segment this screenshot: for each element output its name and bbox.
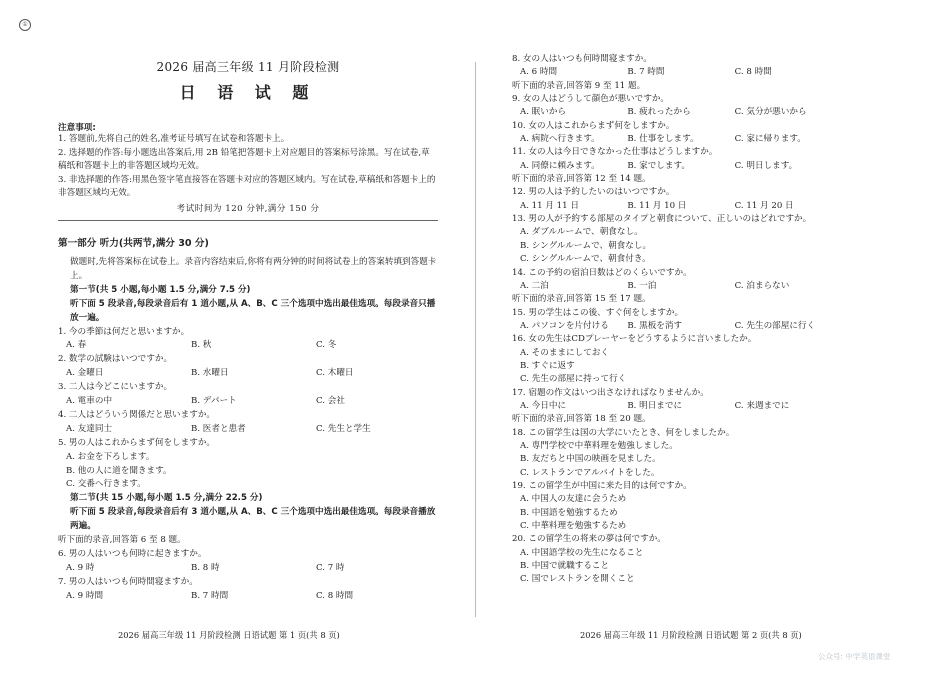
option-c: C. 国でレストランを開くこと <box>520 574 635 585</box>
question-stem: 9. 女の人はどうして顔色が悪いですか。 <box>512 94 670 105</box>
section1-instructions: 听下面 5 段录音,每段录音后有 1 道小题,从 A、B、C 三个选项中选出最佳选项。每段录音只播放一遍。 <box>70 298 436 323</box>
option-a: A. そのままにしておく <box>520 347 610 358</box>
option-a: A. 病院へ行きます。 <box>520 134 600 145</box>
question-19 <box>512 480 842 533</box>
listening-group-label: 听下面的录音,回答第 6 至 8 题。 <box>58 535 186 546</box>
option-a: A. 中国語学校の先生になること <box>520 547 644 558</box>
question-stem: 10. 女の人はこれからまず何をしますか。 <box>512 120 675 131</box>
option-c: C. 木曜日 <box>316 368 354 379</box>
option-c: C. 先生の部屋に持って行く <box>520 374 627 385</box>
option-c: C. 泊まらない <box>734 280 790 291</box>
question-stem: 15. 男の学生はこの後、すぐ何をしますか。 <box>512 307 684 318</box>
question-stem: 2. 数学の試験はいつですか。 <box>58 354 173 365</box>
question-stem: 7. 男の人はいつも何時間寝ますか。 <box>58 576 198 587</box>
question-7 <box>58 576 438 604</box>
question-5 <box>58 437 438 493</box>
listening-group-label: 听下面的录音,回答第 12 至 14 题。 <box>512 174 651 185</box>
option-b: B. すぐに返す <box>520 360 575 371</box>
part1-heading: 第一部分 听力(共两节,满分 30 分) <box>58 237 209 249</box>
option-a: A. 電車の中 <box>66 396 113 407</box>
section1-heading: 第一节(共 5 小题,每小题 1.5 分,满分 7.5 分) <box>70 284 251 295</box>
question-6 <box>58 548 438 576</box>
option-b: B. 医者と患者 <box>191 423 246 434</box>
option-b: B. 中国で就職すること <box>520 561 610 572</box>
option-a: A. 中国人の友達に会うため <box>520 494 627 505</box>
option-a: A. 金曜日 <box>66 368 104 379</box>
question-17 <box>512 387 842 414</box>
section-divider <box>58 220 438 221</box>
option-a: A. 9 時間 <box>66 590 104 601</box>
notice-item: 3. 非选择题的作答:用黑色签字笔直接答在答题卡对应的答题区域内。写在试卷,草稿纸和答题卡上的非答题区域均无效。 <box>58 174 436 199</box>
option-c: C. 家に帰ります。 <box>734 134 806 145</box>
option-c: C. 先生と学生 <box>316 423 371 434</box>
option-a: A. 専門学校で中華料理を勉強しました。 <box>520 440 678 451</box>
question-stem: 17. 宿題の作文はいつ出さなければなりませんか。 <box>512 387 709 398</box>
page-1-footer: 2026 届高三年级 11 月阶段检测 日语试题 第 1 页(共 8 页) <box>118 630 340 640</box>
question-stem: 1. 今の季節は何だと思いますか。 <box>58 326 190 337</box>
part1-intro: 做题时,先将答案标在试卷上。录音内容结束后,你将有两分钟的时间将试卷上的答案转填到答题卡上。 <box>70 256 437 281</box>
option-a: A. 今日中に <box>520 400 567 411</box>
question-1 <box>58 326 438 354</box>
option-a: A. 眠いから <box>520 107 567 118</box>
question-stem: 6. 男の人はいつも何時に起きますか。 <box>58 549 207 559</box>
page-1 <box>58 58 438 604</box>
option-b: B. デパート <box>191 396 237 407</box>
question-stem: 13. 男の人が予約する部屋のタイプと朝食について、正しいのはどれですか。 <box>512 214 812 225</box>
option-a: A. 二泊 <box>520 280 549 291</box>
question-11 <box>512 146 842 173</box>
option-b: B. シングルルームで、朝食なし。 <box>520 240 652 251</box>
exam-title: 2026 届高三年级 11 月阶段检测 <box>156 60 340 74</box>
option-c: C. 交番へ行きます。 <box>66 479 146 490</box>
option-b: B. 家でします。 <box>627 160 690 171</box>
option-b: B. 黒板を消す <box>627 320 683 331</box>
question-stem: 16. 女の先生はCDプレーヤーをどうするように言いましたか。 <box>512 334 757 345</box>
option-a: A. 6 時間 <box>520 67 558 78</box>
option-a: A. パソコンを片付ける <box>520 320 609 331</box>
option-b: B. 7 時間 <box>191 590 229 601</box>
question-14 <box>512 267 842 294</box>
subject-title: 日 语 试 题 <box>179 83 317 102</box>
question-10 <box>512 120 842 147</box>
notice-item: 2. 选择题的作答:每小题选出答案后,用 2B 铅笔把答题卡上对应题目的答案标号涂黑。写在试卷,草稿纸和答题卡上的非答题区域均无效。 <box>58 147 430 172</box>
page-2 <box>512 53 842 587</box>
page-divider <box>475 62 476 617</box>
option-a: A. 春 <box>66 340 87 351</box>
page-2-footer: 2026 届高三年级 11 月阶段检测 日语试题 第 2 页(共 8 页) <box>580 630 802 640</box>
question-stem: 4. 二人はどういう関係だと思いますか。 <box>58 409 216 420</box>
notice-section <box>58 121 438 221</box>
section2-heading: 第二节(共 15 小题,每小题 1.5 分,满分 22.5 分) <box>70 493 263 504</box>
question-8 <box>512 53 842 80</box>
option-a: A. 9 時 <box>66 562 95 573</box>
question-4 <box>58 409 438 437</box>
option-b: B. 明日までに <box>627 400 683 411</box>
question-stem: 14. この予約の宿泊日数はどのくらいですか。 <box>512 267 692 278</box>
question-stem: 11. 女の人は今日できなかった仕事はどうしますか。 <box>512 147 718 158</box>
listening-group-label: 听下面的录音,回答第 9 至 11 题。 <box>512 80 646 91</box>
question-stem: 19. この留学生が中国に来た目的は何ですか。 <box>512 481 692 491</box>
option-a: A. ダブルルームで、朝食なし。 <box>520 227 643 238</box>
watermark: 公众号: 中学英语课堂 <box>818 652 891 661</box>
question-stem: 20. この留学生の将来の夢は何ですか。 <box>512 534 666 545</box>
section2-instructions: 听下面 5 段录音,每段录音后有 3 道小题,从 A、B、C 三个选项中选出最佳选项。每段录音播放两遍。 <box>70 507 436 532</box>
option-c: C. 中華料理を勉強するため <box>520 521 627 532</box>
option-c: C. レストランでアルバイトをした。 <box>520 467 660 478</box>
question-stem: 12. 男の人は予約したいのはいつですか。 <box>512 187 675 198</box>
option-a: A. お金を下ろします。 <box>66 451 155 462</box>
question-stem: 8. 女の人はいつも何時間寝ますか。 <box>512 54 652 64</box>
question-stem: 5. 男の人はこれからまず何をしますか。 <box>58 437 216 448</box>
option-c: C. 来週までに <box>734 400 790 411</box>
option-b: B. 一泊 <box>627 280 657 291</box>
option-c: C. 冬 <box>316 340 337 351</box>
option-b: B. 水曜日 <box>191 368 229 379</box>
listening-group-label: 听下面的录音,回答第 18 至 20 题。 <box>512 414 651 425</box>
notice-heading: 注意事项: <box>58 123 96 133</box>
option-c: C. 7 時 <box>316 562 345 573</box>
notice-item: 1. 答题前,先将自己的姓名,准考证号填写在试卷和答题卡上。 <box>58 134 290 144</box>
option-a: A. 同僚に頼みます。 <box>520 160 600 171</box>
option-b: B. 仕事をします。 <box>627 134 699 145</box>
option-a: A. 友達同士 <box>66 423 113 434</box>
question-15 <box>512 307 842 334</box>
option-c: C. 先生の部屋に行く <box>734 320 816 331</box>
option-b: B. 疲れったから <box>627 107 691 118</box>
question-3 <box>58 381 438 409</box>
option-c: C. 会社 <box>316 396 345 407</box>
question-stem: 3. 二人は今どこにいますか。 <box>58 382 173 393</box>
option-c: C. 8 時間 <box>316 590 354 601</box>
option-c: C. シングルルームで、朝食付き。 <box>520 254 651 265</box>
question-20 <box>512 533 842 586</box>
question-18 <box>512 427 842 480</box>
question-13 <box>512 213 842 266</box>
option-c: C. 明日します。 <box>734 160 798 171</box>
exam-timing: 考试时间为 120 分钟,满分 150 分 <box>176 203 320 214</box>
option-b: B. 11 月 10 日 <box>627 200 687 211</box>
listening-group-label: 听下面的录音,回答第 15 至 17 题。 <box>512 294 651 305</box>
option-a: A. 11 月 11 日 <box>520 200 579 211</box>
option-c: C. 気分が悪いから <box>734 107 807 118</box>
option-c: C. 11 月 20 日 <box>734 200 794 211</box>
question-12 <box>512 186 842 213</box>
option-b: B. 友だちと中国の映画を見ました。 <box>520 454 661 465</box>
page-corner-mark: ① <box>19 19 31 31</box>
option-b: B. 中国語を勉強するため <box>520 507 618 518</box>
option-b: B. 秋 <box>191 340 212 351</box>
question-9 <box>512 93 842 120</box>
option-b: B. 8 時 <box>191 562 220 573</box>
option-c: C. 8 時間 <box>734 67 772 78</box>
question-2 <box>58 353 438 381</box>
option-b: B. 7 時間 <box>627 67 665 78</box>
question-16 <box>512 333 842 386</box>
option-b: B. 他の人に道を聞きます。 <box>66 465 172 476</box>
question-stem: 18. この留学生は国の大学にいたとき、何をしましたか。 <box>512 427 735 438</box>
